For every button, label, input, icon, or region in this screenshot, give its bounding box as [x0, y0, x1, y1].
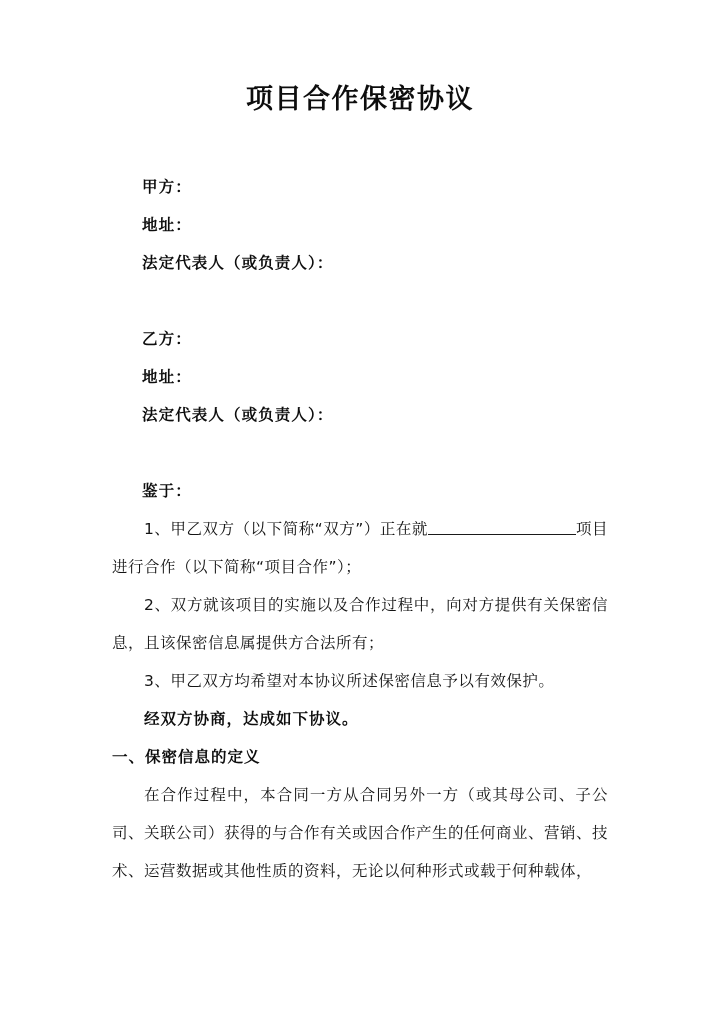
whereas-item-3: 3、甲乙双方均希望对本协议所述保密信息予以有效保护。: [144, 672, 555, 690]
whereas-heading: 鉴于：: [142, 482, 192, 500]
party-b-name-label: 乙方：: [142, 330, 192, 348]
party-a-address-label: 地址：: [142, 216, 192, 234]
party-a-block: [112, 168, 608, 282]
document-title: 项目合作保密协议: [246, 84, 474, 115]
spacer-after-party-a: [112, 282, 608, 320]
party-b-block: [112, 320, 608, 434]
section-one-paragraph: 在合作过程中，本合同一方从合同另外一方（或其母公司、子公司、关联公司）获得的与合作有关或因合作产生的任何商业、营销、技术、运营数据或其他性质的资料，无论以何种形式或载于何种载体，: [112, 786, 609, 880]
whereas-item-2: 2、双方就该项目的实施以及合作过程中，向对方提供有关保密信息，且该保密信息属提供方合法所有；: [112, 596, 608, 652]
whereas-conclusion: 经双方协商，达成如下协议。: [144, 710, 359, 728]
document-body: [112, 168, 608, 890]
section-one-heading: 一、保密信息的定义: [112, 748, 261, 766]
whereas-item-1: [112, 510, 608, 586]
party-b-legal-rep-label: 法定代表人（或负责人）：: [142, 406, 334, 424]
whereas-item-1-text-before-blank: 1、甲乙双方（以下简称“双方”）正在就: [144, 520, 428, 538]
section-one-block: [112, 738, 608, 890]
project-name-blank[interactable]: [428, 519, 576, 535]
party-b-address-label: 地址：: [142, 368, 192, 386]
party-a-name-label: 甲方：: [142, 178, 192, 196]
party-a-legal-rep-label: 法定代表人（或负责人）：: [142, 254, 334, 272]
whereas-block: [112, 472, 608, 738]
spacer-after-party-b: [112, 434, 608, 472]
whereas-item-1-text-after-blank: 项目进行合作（以下简称“项目合作”）；: [112, 520, 608, 576]
